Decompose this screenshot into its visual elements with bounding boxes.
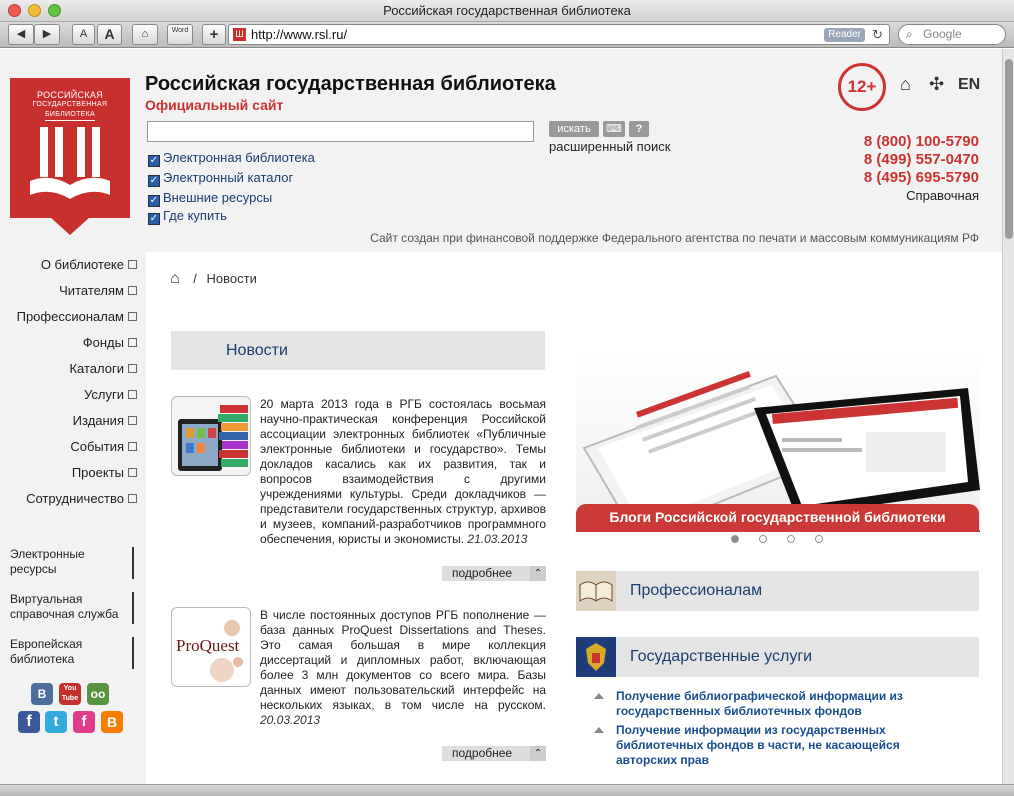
heading-label: Государственные услуги [630, 648, 813, 665]
nav-marker-icon [128, 312, 137, 321]
url-text: http://www.rsl.ru/ [251, 27, 348, 42]
gov-link-bibliographic[interactable]: Получение библиографической информации из государственных библиотечных фондов [616, 689, 956, 719]
tripadvisor-icon[interactable]: oo [87, 683, 109, 705]
slider-dot-1[interactable] [731, 535, 739, 543]
nav-marker-icon [128, 468, 137, 477]
nav-label: Услуги [84, 387, 124, 402]
news-text: 20 марта 2013 года в РГБ состоялась восьмая научно-практическая конференция Российской ассоциации электронных библиотек «Публичные электронные библиотеки и государство». Темы докладов касались как их развития, так и вопросов взаимодействия с другими учреждениями культуры. Среди докладчиков — представители государственных структур, архивов и музеев, компаний-разработчиков программного обеспечения, юристы и экономисты. [260, 397, 546, 546]
tablets-banner-image[interactable] [576, 348, 980, 528]
nav-collections[interactable] [83, 335, 137, 350]
nav-professionals[interactable] [17, 309, 137, 324]
add-bookmark-button[interactable]: + [202, 24, 226, 45]
breadcrumb-home-icon[interactable]: ⌂ [170, 270, 180, 287]
blogger-icon[interactable]: B [101, 711, 123, 733]
gov-services-heading[interactable] [576, 637, 979, 677]
news-thumbnail-1[interactable] [171, 396, 251, 476]
news-item-2 [260, 608, 546, 728]
check-where-to-buy[interactable] [148, 208, 227, 225]
nav-label: Каталоги [69, 361, 124, 376]
youtube-icon[interactable]: You Tube [59, 683, 81, 705]
nav-label: Читателям [59, 283, 124, 298]
nav-marker-icon [128, 390, 137, 399]
news-text: В числе постоянных доступов РГБ пополнение — база данных ProQuest Dissertations and Theses. Это самая большая в мире коллекция диссертаций и дипломных работ, включающая более 3 млн документов со всего мира. Базы данных имеют пользовательский интерфейс на нескольких языках, в том числе на русском. [260, 608, 546, 712]
coat-of-arms-icon [576, 637, 616, 677]
nav-label: О библиотеке [40, 257, 124, 272]
help-button[interactable]: ? [629, 121, 649, 137]
nav-readers[interactable] [59, 283, 137, 298]
nav-marker-icon [128, 338, 137, 347]
word-button[interactable] [167, 24, 193, 45]
text-larger-button[interactable]: A [97, 24, 122, 45]
page-scrollbar[interactable] [1002, 49, 1014, 784]
news-item-1 [260, 397, 546, 547]
phone-1: 8 (800) 100-5790 [863, 133, 979, 150]
nav-cooperation[interactable] [26, 491, 137, 506]
home-button[interactable] [132, 24, 158, 45]
nav-label: Сотрудничество [26, 491, 124, 506]
news-date: 21.03.2013 [467, 532, 528, 546]
reader-button[interactable]: Reader [824, 28, 865, 42]
facebook-icon[interactable]: f [18, 711, 40, 733]
home-icon[interactable]: ⌂ [900, 74, 911, 94]
logo-text-2: ГОСУДАРСТВЕННАЯ [32, 101, 108, 108]
nav-label: Фонды [82, 335, 124, 350]
blogs-banner[interactable]: Блоги Российской государственной библиотеки [576, 504, 979, 530]
reload-icon[interactable]: ↻ [872, 27, 883, 42]
rsl-logo[interactable] [10, 78, 130, 218]
nav-marker-icon [128, 286, 137, 295]
more-label: подробнее [452, 566, 513, 580]
nav-publications[interactable] [73, 413, 137, 428]
web-page [0, 49, 1002, 784]
chevron-up-icon: ⌃ [530, 566, 546, 581]
news-date: 20.03.2013 [260, 713, 321, 727]
proquest-logo-text: ProQuest [176, 636, 240, 655]
phone-3: 8 (495) 695-5790 [863, 169, 979, 186]
nav-marker-icon [128, 260, 137, 269]
gov-link-information[interactable]: Получение информации из государственных библиотечных фондов в части, не касающейся авторских прав [616, 723, 956, 768]
open-book-icon [576, 571, 616, 611]
site-favicon: Ш [233, 28, 246, 41]
main-content [146, 252, 1002, 784]
slider-dot-2[interactable] [759, 535, 767, 543]
books-tablet-image [172, 397, 251, 476]
forward-button[interactable]: ▶ [34, 24, 60, 45]
nav-about[interactable] [41, 257, 137, 272]
nav-marker-icon [128, 416, 137, 425]
minimize-window-button[interactable] [28, 4, 41, 17]
browser-toolbar [0, 22, 1014, 48]
site-subtitle: Официальный сайт [145, 97, 284, 113]
checkbox-checked-icon: ✓ [149, 175, 159, 186]
nav-marker-icon [128, 494, 137, 503]
nav-label: Профессионалам [16, 309, 124, 324]
nav-catalogs[interactable] [69, 361, 137, 376]
scrollbar-thumb[interactable] [1005, 59, 1013, 239]
link-european-library[interactable]: Европейская библиотека [10, 637, 134, 669]
logo-pointer [50, 217, 90, 235]
more-label: подробнее [452, 746, 513, 760]
keyboard-icon: ⌨ [606, 123, 622, 135]
site-search-input[interactable] [147, 121, 534, 142]
nav-marker-icon [128, 364, 137, 373]
slider-dot-3[interactable] [787, 535, 795, 543]
status-bar [0, 784, 1014, 796]
support-notice: Сайт создан при финансовой поддержке Федерального агентства по печати и массовым коммуникациям РФ [370, 231, 979, 245]
flickr-icon[interactable]: f [73, 711, 95, 733]
banner-divider [576, 530, 980, 532]
language-switch-en[interactable]: EN [958, 76, 981, 93]
home-icon: ⌂ [141, 28, 149, 40]
nav-label: Издания [72, 413, 124, 428]
breadcrumb-separator: / [193, 271, 197, 286]
nav-label: События [70, 439, 124, 454]
site-title[interactable]: Российская государственная библиотека [145, 73, 556, 95]
news-more-button-2[interactable] [442, 746, 546, 761]
nav-projects[interactable] [72, 465, 137, 480]
news-more-button-1[interactable] [442, 566, 546, 581]
advanced-search-link[interactable]: расширенный поиск [549, 139, 671, 154]
web-search-input[interactable] [898, 24, 1006, 45]
phone-2: 8 (499) 557-0470 [863, 151, 979, 168]
link-electronic-resources[interactable]: Электронные ресурсы [10, 547, 134, 579]
close-window-button[interactable] [8, 4, 21, 17]
check-electronic-library[interactable] [148, 150, 315, 167]
link-virtual-reference[interactable]: Виртуальная справочная служба [10, 592, 134, 624]
word-label: Word [171, 27, 189, 34]
nav-label: Проекты [71, 465, 124, 480]
checkbox-checked-icon: ✓ [149, 155, 159, 166]
logo-text-3: БИБЛИОТЕКА [45, 110, 95, 121]
news-heading[interactable]: Новости [171, 331, 545, 370]
check-external-resources[interactable] [148, 190, 272, 207]
back-button[interactable]: ◀ [8, 24, 34, 45]
keyboard-button[interactable] [603, 121, 625, 137]
book-columns-icon [25, 123, 115, 209]
slider-dot-4[interactable] [815, 535, 823, 543]
sitemap-icon[interactable]: ✣ [929, 74, 945, 94]
breadcrumb [170, 270, 257, 288]
nav-events[interactable] [70, 439, 137, 454]
chevron-up-icon: ⌃ [530, 746, 546, 761]
text-smaller-button[interactable]: A [72, 24, 95, 45]
check-label: Электронная библиотека [163, 150, 315, 165]
search-placeholder: Google [923, 27, 962, 41]
checkbox-checked-icon: ✓ [149, 195, 159, 206]
twitter-icon[interactable]: t [45, 711, 67, 733]
vk-icon[interactable]: B [31, 683, 53, 705]
heading-label: Профессионалам [630, 582, 763, 599]
breadcrumb-current: Новости [206, 271, 257, 286]
nav-marker-icon [128, 442, 137, 451]
check-label: Где купить [163, 208, 227, 223]
news-thumbnail-2[interactable] [171, 607, 251, 687]
window-title: Российская государственная библиотека [383, 3, 631, 18]
nav-services[interactable] [84, 387, 137, 402]
title-bar [0, 0, 1014, 22]
checkbox-checked-icon: ✓ [149, 213, 159, 224]
check-label: Электронный каталог [163, 170, 294, 185]
logo-text-1: РОССИЙСКАЯ [37, 90, 103, 100]
check-label: Внешние ресурсы [163, 190, 273, 205]
search-button[interactable]: искать [549, 121, 599, 137]
phones-label: Справочная [906, 188, 979, 203]
age-rating-badge: 12+ [838, 63, 886, 111]
professionals-heading[interactable] [576, 571, 979, 611]
zoom-window-button[interactable] [48, 4, 61, 17]
address-bar[interactable] [228, 24, 890, 45]
search-icon: ⌕ [906, 27, 913, 41]
check-electronic-catalog[interactable] [148, 170, 293, 187]
